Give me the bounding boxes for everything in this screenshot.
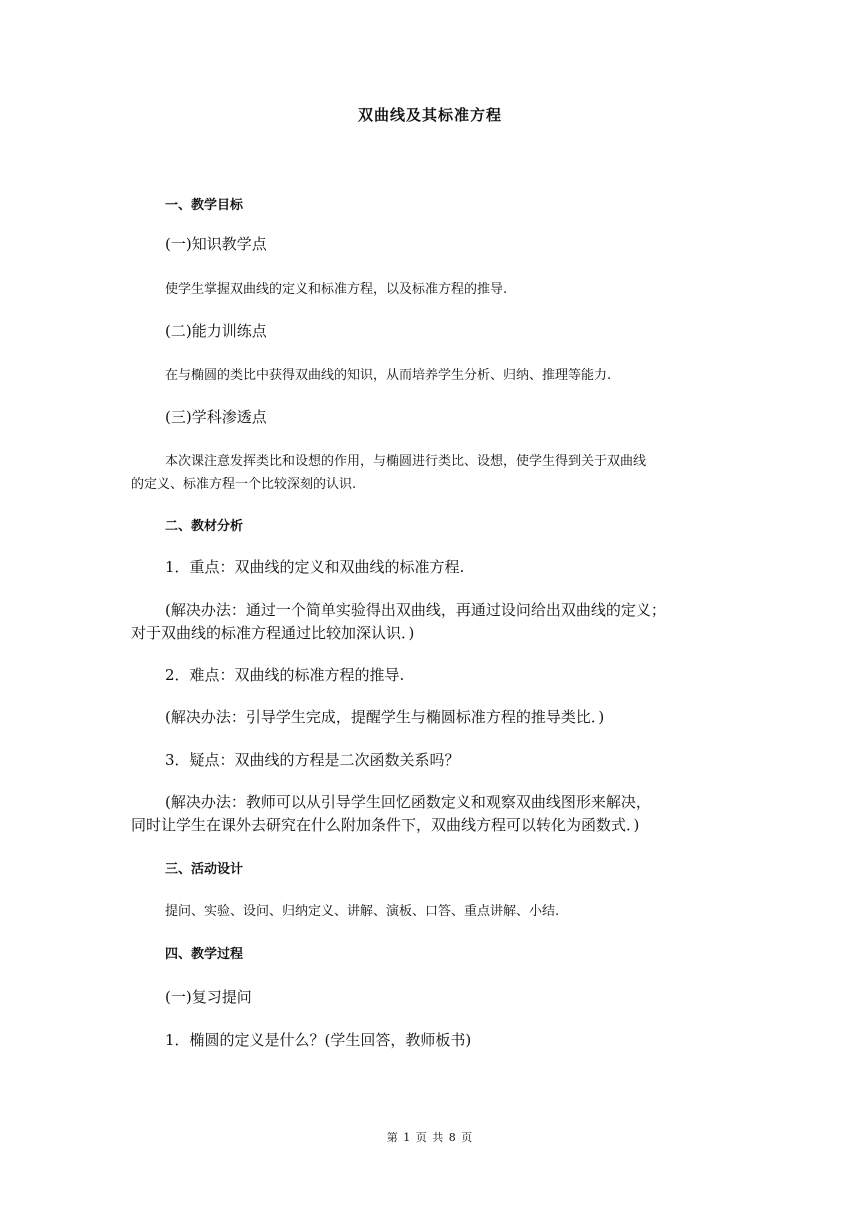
paragraph-ability: 在与椭圆的类比中获得双曲线的知识，从而培养学生分析、归纳、推理等能力. <box>165 368 612 383</box>
section-heading-activities: 三、活动设计 <box>165 862 244 877</box>
section-heading-process: 四、教学过程 <box>165 947 244 962</box>
subheading-knowledge: (一)知识教学点 <box>165 235 267 253</box>
list-item-ellipse-question: 1．椭圆的定义是什么？(学生回答，教师板书) <box>165 1031 472 1049</box>
document-title: 双曲线及其标准方程 <box>357 106 502 124</box>
page-footer: 第 1 页 共 8 页 <box>386 1131 474 1144</box>
list-item-doubt: 3．疑点：双曲线的方程是二次函数关系吗？ <box>165 751 460 769</box>
paragraph-activities: 提问、实验、设问、归纳定义、讲解、演板、口答、重点讲解、小结. <box>165 904 560 919</box>
list-item-difficulty: 2．难点：双曲线的标准方程的推导. <box>165 666 405 684</box>
list-item-key-point: 1．重点：双曲线的定义和双曲线的标准方程. <box>165 558 465 576</box>
section-heading-analysis: 二、教材分析 <box>165 519 244 534</box>
paragraph-solution1-line1: (解决办法：通过一个简单实验得出双曲线，再通过设问给出双曲线的定义； <box>165 601 666 619</box>
paragraph-solution1-line2: 对于双曲线的标准方程通过比较加深认识．) <box>131 624 415 642</box>
paragraph-knowledge: 使学生掌握双曲线的定义和标准方程，以及标准方程的推导. <box>165 282 508 297</box>
paragraph-discipline-line1: 本次课注意发挥类比和设想的作用，与椭圆进行类比、设想，使学生得到关于双曲线 <box>165 454 647 469</box>
paragraph-solution3-line2: 同时让学生在课外去研究在什么附加条件下，双曲线方程可以转化为函数式．) <box>131 816 640 834</box>
paragraph-discipline-line2: 的定义、标准方程一个比较深刻的认识. <box>131 477 357 492</box>
subheading-ability: (二)能力训练点 <box>165 322 267 340</box>
subheading-review: (一)复习提问 <box>165 988 252 1006</box>
subheading-discipline: (三)学科渗透点 <box>165 408 267 426</box>
paragraph-solution2: (解决办法：引导学生完成，提醒学生与椭圆标准方程的推导类比．) <box>165 708 605 726</box>
paragraph-solution3-line1: (解决办法：教师可以从引导学生回忆函数定义和观察双曲线图形来解决， <box>165 793 651 811</box>
section-heading-objectives: 一、教学目标 <box>165 198 244 213</box>
